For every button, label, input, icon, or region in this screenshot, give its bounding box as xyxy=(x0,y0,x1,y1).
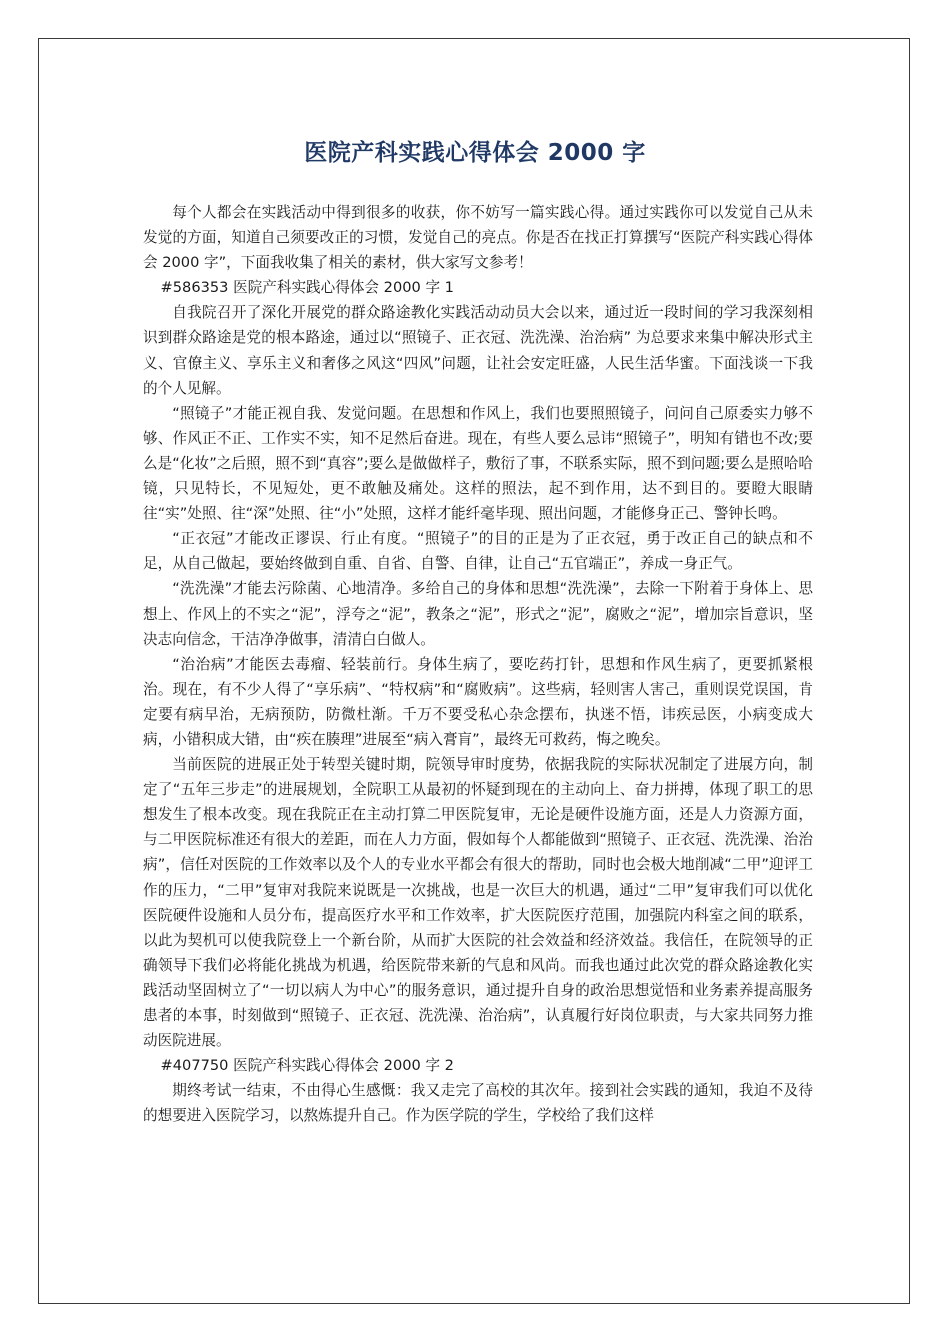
section-heading-2: #407750 医院产科实践心得体会 2000 字 2 xyxy=(160,1057,454,1075)
intro-paragraph: 每个人都会在实践活动中得到很多的收获，你不妨写一篇实践心得。通过实践你可以发觉自己从未发觉的方面，知道自己须要改正的习惯，发觉自己的亮点。你是否在找正打算撰写“医院产科实践心得体会 2000 字”，下面我收集了相关的素材，供大家写文参考！ xyxy=(143,204,813,272)
body-paragraph: “照镜子”才能正视自我、发觉问题。在思想和作风上，我们也要照照镜子，问问自己原委实力够不够、作风正不正、工作实不实，知不足然后奋进。现在，有些人要么忌讳“照镜子”，明知有错也不改;要么是“化妆”之后照，照不到“真容”;要么是做做样子，敷衍了事，不联系实际，照不到问题;要么是照哈哈镜，只见特长，不见短处，更不敢触及痛处。这样的照法，起不到作用，达不到目的。要瞪大眼睛往“实”处照、往“深”处照、往“小”处照，这样才能纤毫毕现、照出问题，才能修身正己、警钟长鸣。 xyxy=(143,404,813,523)
section-heading-1: #586353 医院产科实践心得体会 2000 字 1 xyxy=(160,279,454,297)
document-body xyxy=(143,200,813,1128)
body-paragraph: “治治病”才能医去毒瘤、轻装前行。身体生病了，要吃药打针，思想和作风生病了，更要抓紧根治。现在，有不少人得了“享乐病”、“特权病”和“腐败病”。这些病，轻则害人害己，重则误党误国，肯定要有病早治，无病预防，防微杜渐。千万不要受私心杂念摆布，执迷不悟，讳疾忌医，小病变成大病，小错积成大错，由“疾在腠理”进展至“病入膏肓”，最终无可救药，悔之晚矣。 xyxy=(143,655,813,748)
document-title: 医院产科实践心得体会 2000 字 xyxy=(304,140,646,166)
body-paragraph: 自我院召开了深化开展党的群众路途教化实践活动动员大会以来，通过近一段时间的学习我深刻相识到群众路途是党的根本路途，通过以“照镜子、正衣冠、洗洗澡、治治病” 为总要求来集中解决形式主义、官僚主义、享乐主义和奢侈之风这“四风”问题，让社会安定旺盛，人民生活华蜜。下面浅谈一下我的个人见解。 xyxy=(143,304,813,397)
body-paragraph: 期终考试一结束，不由得心生感慨：我又走完了高校的其次年。接到社会实践的通知，我迫不及待的想要进入医院学习，以熬炼提升自己。作为医学院的学生，学校给了我们这样 xyxy=(143,1082,813,1125)
body-paragraph: “洗洗澡”才能去污除菌、心地清净。多给自己的身体和思想“洗洗澡”，去除一下附着于身体上、思想上、作风上的不实之“泥”，浮夸之“泥”，教条之“泥”，形式之“泥”，腐败之“泥”，增加宗旨意识，坚决志向信念，干洁净净做事，清清白白做人。 xyxy=(143,580,813,648)
body-paragraph: “正衣冠”才能改正谬误、行止有度。“照镜子”的目的正是为了正衣冠，勇于改正自己的缺点和不足，从自己做起，要始终做到自重、自省、自警、自律，让自己“五官端正”，养成一身正气。 xyxy=(143,530,813,573)
body-paragraph: 当前医院的进展正处于转型关键时期，院领导审时度势，依据我院的实际状况制定了进展方向，制定了“五年三步走”的进展规划，全院职工从最初的怀疑到现在的主动向上、奋力拼搏，体现了职工的思想发生了根本改变。现在我院正在主动打算二甲医院复审，无论是硬件设施方面，还是人力资源方面，与二甲医院标准还有很大的差距，而在人力方面，假如每个人都能做到“照镜子、正衣冠、洗洗澡、治治病”，信任对医院的工作效率以及个人的专业水平都会有很大的帮助，同时也会极大地削减“二甲”迎评工作的压力，“二甲”复审对我院来说既是一次挑战，也是一次巨大的机遇，通过“二甲”复审我们可以优化医院硬件设施和人员分布，提高医疗水平和工作效率，扩大医院医疗范围，加强院内科室之间的联系，以此为契机可以使我院登上一个新台阶，从而扩大医院的社会效益和经济效益。我信任，在院领导的正确领导下我们必将能化挑战为机遇，给医院带来新的气息和风尚。而我也通过此次党的群众路途教化实践活动坚固树立了“一切以病人为中心”的服务意识，通过提升自身的政治思想觉悟和业务素养提高服务患者的本事，时刻做到“照镜子、正衣冠、洗洗澡、治治病”，认真履行好岗位职责，与大家共同努力推动医院进展。 xyxy=(143,756,813,1050)
